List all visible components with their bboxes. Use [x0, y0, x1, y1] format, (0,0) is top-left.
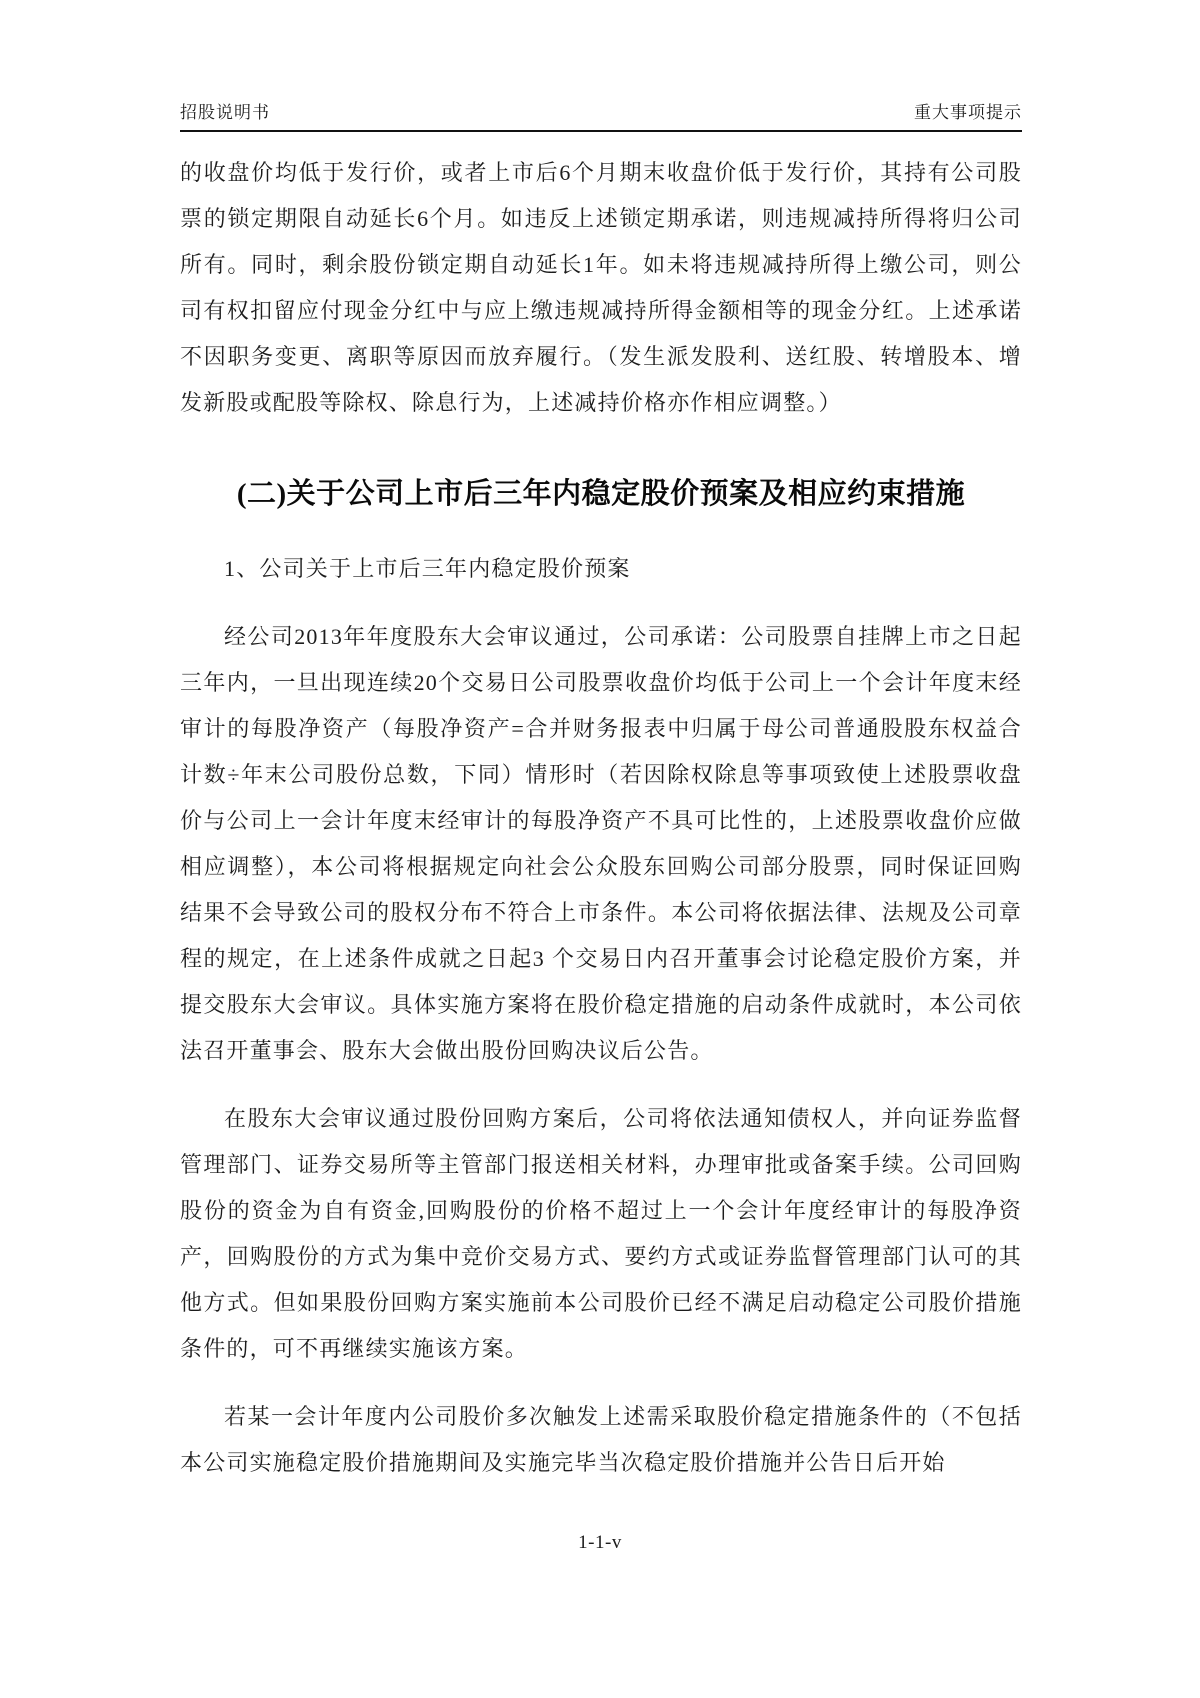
- body-paragraph-1: 的收盘价均低于发行价，或者上市后6个月期末收盘价低于发行价，其持有公司股票的锁定期限自动延长6个月。如违反上述锁定期承诺，则违规减持所得将归公司所有。同时，剩余股份锁定期自动延长1年。如未将违规减持所得上缴公司，则公司有权扣留应付现金分红中与应上缴违规减持所得金额相等的现金分红。上述承诺不因职务变更、离职等原因而放弃履行。（发生派发股利、送红股、转增股本、增发新股或配股等除权、除息行为，上述减持价格亦作相应调整。）: [180, 160, 1022, 415]
- header-left-label: 招股说明书: [180, 103, 270, 122]
- subsection-heading: 1、公司关于上市后三年内稳定股价预案: [224, 556, 631, 581]
- body-paragraph-3: 在股东大会审议通过股份回购方案后，公司将依法通知债权人，并向证券监督管理部门、证券交易所等主管部门报送相关材料，办理审批或备案手续。公司回购股份的资金为自有资金,回购股份的价格不超过上一个会计年度经审计的每股净资产，回购股份的方式为集中竞价交易方式、要约方式或证券监督管理部门认可的其他方式。但如果股份回购方案实施前本公司股价已经不满足启动稳定公司股价措施条件的，可不再继续实施该方案。: [180, 1106, 1022, 1361]
- page-number: 1-1-v: [578, 1532, 622, 1553]
- body-paragraph-4: 若某一会计年度内公司股价多次触发上述需采取股价稳定措施条件的（不包括本公司实施稳定股价措施期间及实施完毕当次稳定股价措施并公告日后开始: [180, 1404, 1022, 1475]
- section-heading: (二)关于公司上市后三年内稳定股价预案及相应约束措施: [236, 478, 966, 510]
- body-paragraph-2: 经公司2013年年度股东大会审议通过，公司承诺：公司股票自挂牌上市之日起三年内，一旦出现连续20个交易日公司股票收盘价均低于公司上一个会计年度末经审计的每股净资产（每股净资产=合并财务报表中归属于母公司普通股股东权益合计数÷年末公司股份总数，下同）情形时（若因除权除息等事项致使上述股票收盘价与公司上一会计年度末经审计的每股净资产不具可比性的，上述股票收盘价应做相应调整），本公司将根据规定向社会公众股东回购公司部分股票，同时保证回购结果不会导致公司的股权分布不符合上市条件。本公司将依据法律、法规及公司章程的规定，在上述条件成就之日起3 个交易日内召开董事会讨论稳定股价方案，并提交股东大会审议。具体实施方案将在股价稳定措施的启动条件成就时，本公司依法召开董事会、股东大会做出股份回购决议后公告。: [180, 624, 1022, 1063]
- header-right-label: 重大事项提示: [914, 103, 1022, 122]
- content-area: [180, 98, 1022, 1486]
- running-header: [180, 98, 1022, 132]
- document-body: [180, 150, 1022, 1486]
